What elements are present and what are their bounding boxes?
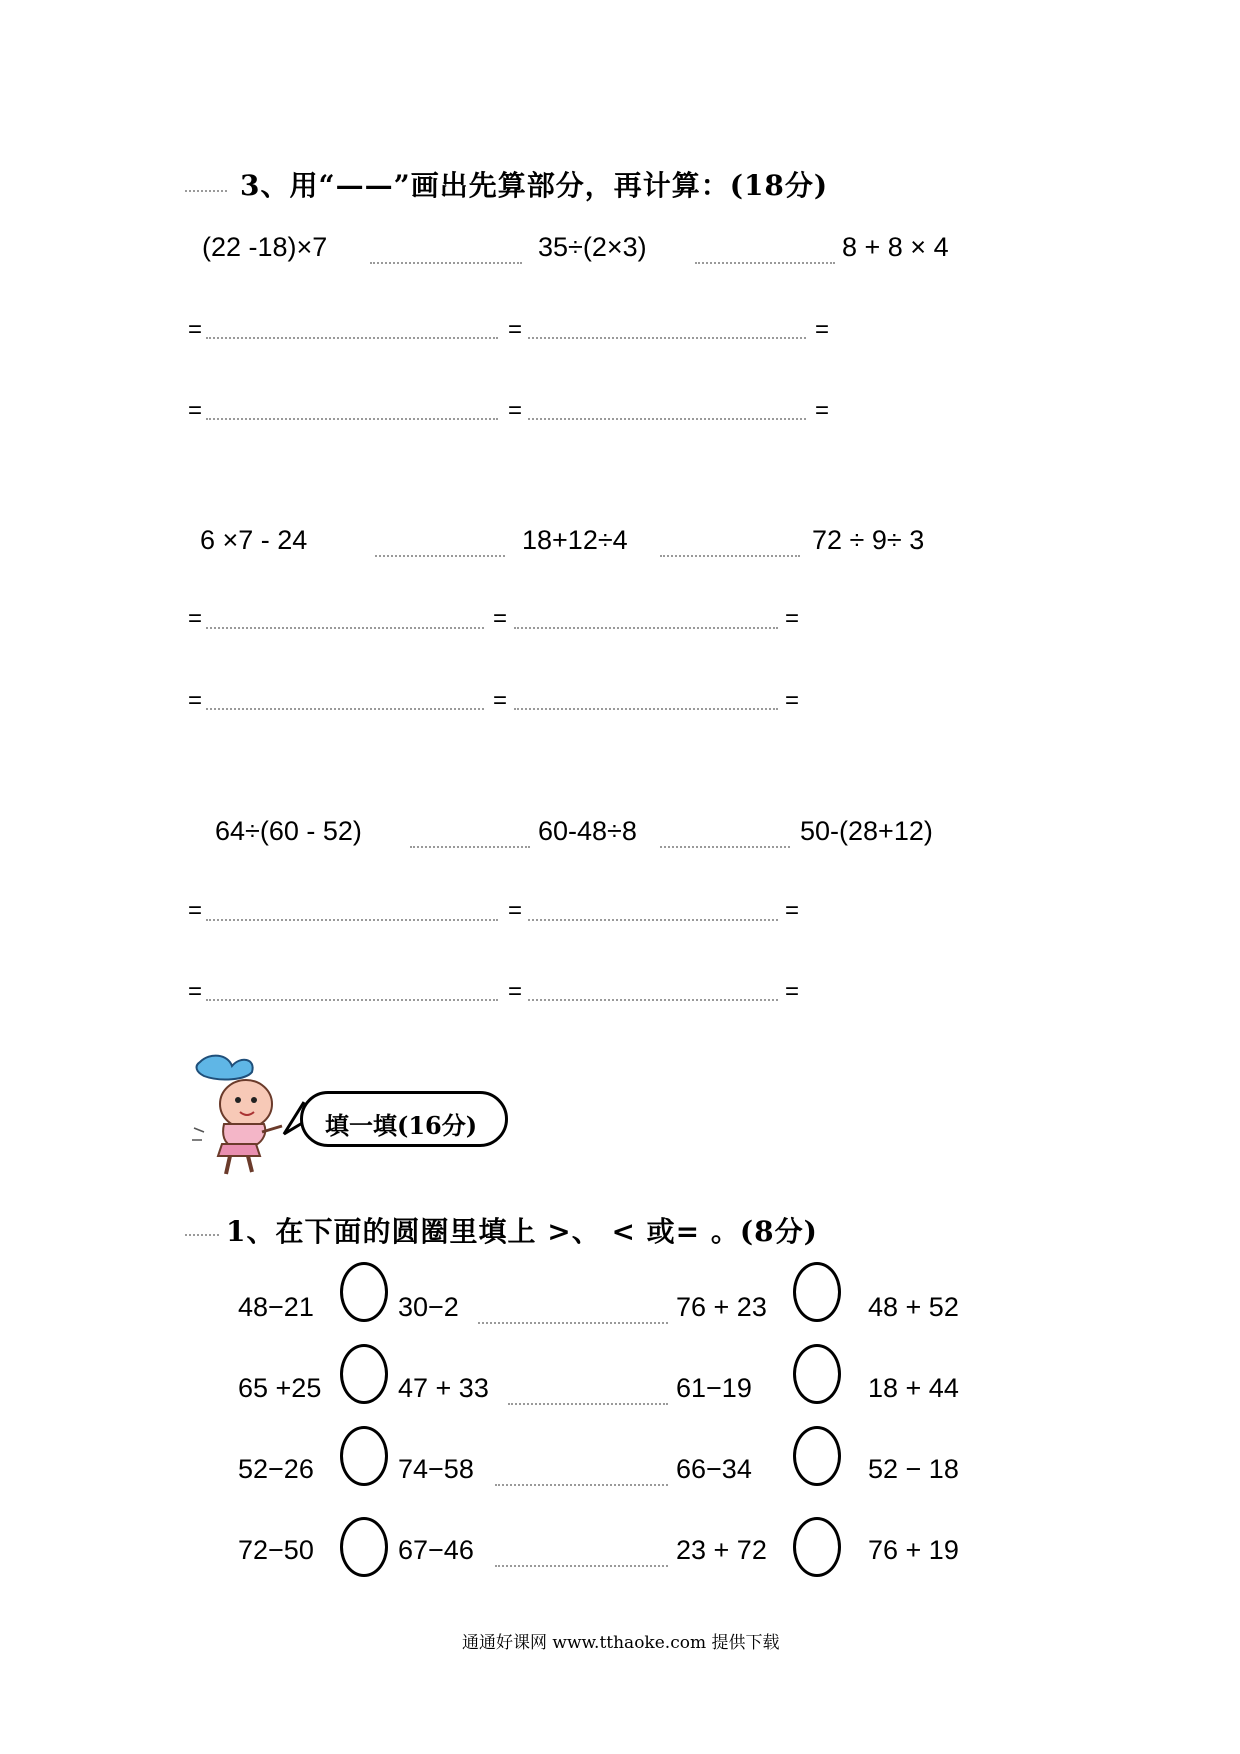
comparison-left: 48−21: [238, 1292, 314, 1322]
answer-line[interactable]: [528, 919, 778, 921]
leader-dots: [495, 1484, 668, 1486]
leader-dots: [185, 190, 227, 192]
equals-sign: =: [785, 605, 800, 632]
equals-sign: =: [188, 978, 203, 1005]
comparison-left: 72−50: [238, 1535, 314, 1565]
expression-r2c1: 6 ×7 - 24: [200, 525, 308, 555]
leader-dots: [410, 846, 530, 848]
comparison-right: 76 + 19: [868, 1535, 959, 1565]
equals-sign: =: [508, 397, 523, 424]
equals-sign: =: [188, 605, 203, 632]
equals-sign: =: [493, 605, 508, 632]
equals-sign: =: [785, 897, 800, 924]
answer-line[interactable]: [206, 418, 498, 420]
comparison-right: 48 + 52: [868, 1292, 959, 1322]
leader-dots: [495, 1565, 668, 1567]
answer-line[interactable]: [514, 627, 778, 629]
equals-sign: =: [785, 978, 800, 1005]
leader-dots: [508, 1403, 668, 1405]
answer-circle[interactable]: [340, 1517, 388, 1577]
leader-dots: [695, 262, 835, 264]
comparison-right: 47 + 33: [398, 1373, 489, 1403]
answer-circle[interactable]: [793, 1262, 841, 1322]
expression-r2c3: 72 ÷ 9÷ 3: [812, 525, 925, 555]
comparison-left: 66−34: [676, 1454, 752, 1484]
footer-text: 通通好课网 www.tthaoke.com 提供下载: [462, 1633, 780, 1653]
comparison-left: 65 +25: [238, 1373, 322, 1403]
leader-dots: [185, 1234, 219, 1236]
equals-sign: =: [188, 687, 203, 714]
answer-line[interactable]: [528, 337, 806, 339]
comparison-left: 61−19: [676, 1373, 752, 1403]
equals-sign: =: [508, 897, 523, 924]
answer-line[interactable]: [206, 919, 498, 921]
expression-r1c1: (22 -18)×7: [202, 232, 328, 262]
comparison-left: 52−26: [238, 1454, 314, 1484]
answer-line[interactable]: [514, 708, 778, 710]
comparison-right: 74−58: [398, 1454, 474, 1484]
leader-dots: [660, 555, 800, 557]
comparison-right: 67−46: [398, 1535, 474, 1565]
bubble-label: 填一填(16分): [325, 1111, 478, 1140]
answer-line[interactable]: [206, 999, 498, 1001]
equals-sign: =: [493, 687, 508, 714]
equals-sign: =: [188, 397, 203, 424]
expression-r1c3: 8 + 8 × 4: [842, 232, 949, 262]
expression-r3c2: 60-48÷8: [538, 816, 637, 846]
answer-line[interactable]: [528, 418, 806, 420]
expression-r3c3: 50-(28+12): [800, 816, 933, 846]
comparison-right: 30−2: [398, 1292, 459, 1322]
answer-line[interactable]: [206, 708, 484, 710]
answer-circle[interactable]: [793, 1344, 841, 1404]
answer-line[interactable]: [206, 337, 498, 339]
equals-sign: =: [188, 316, 203, 343]
leader-dots: [375, 555, 505, 557]
cartoon-kid-mascot-icon: [190, 1052, 290, 1178]
equals-sign: =: [188, 897, 203, 924]
expression-r3c1: 64÷(60 - 52): [215, 816, 362, 846]
answer-line[interactable]: [206, 627, 484, 629]
section3-title: 3、用“——”画出先算部分，再计算：(18分): [240, 169, 829, 202]
comparison-right: 18 + 44: [868, 1373, 959, 1403]
equals-sign: =: [785, 687, 800, 714]
answer-circle[interactable]: [340, 1262, 388, 1322]
answer-circle[interactable]: [793, 1426, 841, 1486]
leader-dots: [660, 846, 790, 848]
section-bubble: [300, 1091, 508, 1147]
comparison-right: 52 − 18: [868, 1454, 959, 1484]
section1-title: 1、在下面的圆圈里填上 >、 < 或= 。(8分): [226, 1215, 818, 1248]
equals-sign: =: [508, 978, 523, 1005]
equals-sign: =: [815, 397, 830, 424]
leader-dots: [370, 262, 522, 264]
comparison-left: 23 + 72: [676, 1535, 767, 1565]
leader-dots: [478, 1322, 668, 1324]
expression-r2c2: 18+12÷4: [522, 525, 628, 555]
comparison-left: 76 + 23: [676, 1292, 767, 1322]
answer-circle[interactable]: [340, 1344, 388, 1404]
equals-sign: =: [815, 316, 830, 343]
answer-circle[interactable]: [340, 1426, 388, 1486]
answer-circle[interactable]: [793, 1517, 841, 1577]
expression-r1c2: 35÷(2×3): [538, 232, 647, 262]
equals-sign: =: [508, 316, 523, 343]
answer-line[interactable]: [528, 999, 778, 1001]
